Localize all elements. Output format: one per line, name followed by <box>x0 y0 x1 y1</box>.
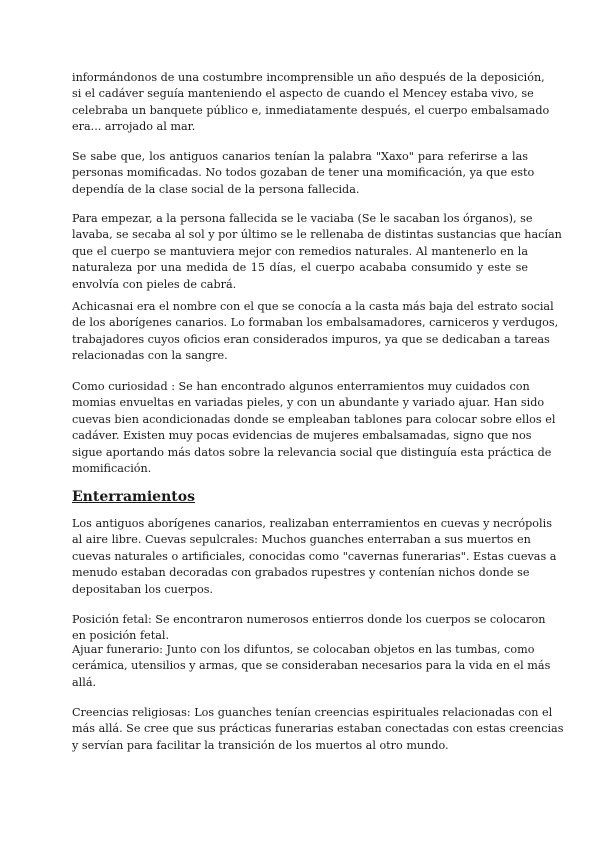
text-line: Ajuar funerario: Junto con los difuntos, se colocaban objetos en las tumbas, como <box>72 643 535 656</box>
paragraph <box>72 70 550 136</box>
text-line: sigue aportando más datos sobre la relevancia social que distinguía esta práctica de <box>72 445 552 459</box>
text-line: Creencias religiosas: Los guanches tenían creencias espirituales relacionadas con el <box>72 706 553 719</box>
text-line: y servían para facilitar la transición de los muertos al otro mundo. <box>72 738 449 752</box>
text-line: cadáver. Existen muy pocas evidencias de mujeres embalsamadas, signo que nos <box>72 429 532 443</box>
text-line: informándonos de una costumbre incomprensible un año después de la deposición, <box>72 71 545 84</box>
paragraph <box>72 149 535 198</box>
text-line: de los aborígenes canarios. Lo formaban los embalsamadores, carniceros y verdugos, <box>72 316 559 330</box>
paragraph <box>72 299 559 365</box>
text-line: Los antiguos aborígenes canarios, realizaban enterramientos en cuevas y necrópolis <box>72 517 552 530</box>
text-line: Como curiosidad : Se han encontrado algunos enterramientos muy cuidados con <box>72 380 530 393</box>
text-line: era... arrojado al mar. <box>72 120 196 134</box>
paragraph <box>72 379 556 477</box>
text-line: depositaban los cuerpos. <box>72 582 214 596</box>
paragraph <box>72 612 546 645</box>
text-line: cuevas naturales o artificiales, conocidas como "cavernas funerarias". Estas cuevas a <box>72 549 557 563</box>
text-line: Posición fetal: Se encontraron numerosos entierros donde los cuerpos se colocaron <box>72 613 546 626</box>
text-line: celebraba un banquete público e, inmediatamente después, el cuerpo embalsamado <box>72 103 550 117</box>
text-line: envolvía con pieles de cabrá. <box>72 277 237 291</box>
text-line: más allá. Se cree que sus prácticas funerarias estaban conectadas con estas creencias <box>72 722 564 736</box>
text-line: momias envueltas en variadas pieles, y con un abundante y variado ajuar. Han sido <box>72 396 545 410</box>
text-line: Para empezar, a la persona fallecida se le vaciaba (Se le sacaban los órganos), se <box>72 212 533 225</box>
section-heading: Enterramientos <box>72 489 195 505</box>
text-line: naturaleza por una medida de 15 días, el cuerpo acababa consumido y este se <box>72 261 528 275</box>
text-line: Achicasnai era el nombre con el que se conocía a la casta más baja del estrato social <box>72 300 554 313</box>
paragraph <box>72 705 564 754</box>
text-line: allá. <box>72 675 97 689</box>
text-line: al aire libre. Cuevas sepulcrales: Muchos guanches enterraban a sus muertos en <box>72 533 531 547</box>
paragraph <box>72 211 562 293</box>
text-line: menudo estaban decoradas con grabados rupestres y contenían nichos donde se <box>72 566 530 580</box>
text-line: trabajadores cuyos oficios eran considerados impuros, ya que se dedicaban a tareas <box>72 332 550 346</box>
text-line: lavaba, se secaba al sol y por último se le rellenaba de distintas sustancias que hacían <box>72 228 562 242</box>
text-line: en posición fetal. <box>72 629 170 643</box>
text-line: si el cadáver seguía manteniendo el aspecto de cuando el Mencey estaba vivo, se <box>72 87 534 101</box>
text-line: cuevas bien acondicionadas donde se empleaban tablones para colocar sobre ellos el <box>72 412 556 426</box>
text-line: cerámica, utensilios y armas, que se consideraban necesarios para la vida en el más <box>72 659 551 673</box>
paragraph <box>72 516 557 598</box>
text-line: dependía de la clase social de la persona fallecida. <box>72 182 360 196</box>
text-line: momificación. <box>72 461 152 475</box>
text-line: Se sabe que, los antiguos canarios tenían la palabra "Xaxo" para referirse a las <box>72 150 528 163</box>
paragraph <box>72 642 551 691</box>
text-line: personas momificadas. No todos gozaban de tener una momificación, ya que esto <box>72 166 535 180</box>
text-line: relacionadas con la sangre. <box>72 349 228 363</box>
text-line: que el cuerpo se mantuviera mejor con remedios naturales. Al mantenerlo en la <box>72 244 528 258</box>
